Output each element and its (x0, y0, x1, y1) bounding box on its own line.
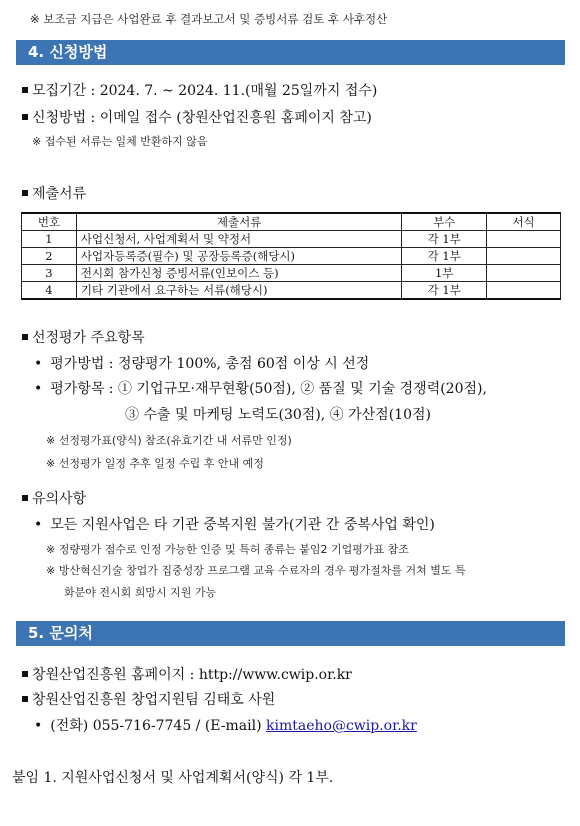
eval-note-2: ※ 선정평가 일정 추후 일정 수립 후 안내 예정 (46, 457, 264, 470)
table-header-row (22, 213, 561, 231)
caution-heading (22, 488, 86, 508)
row-number: 2 (22, 248, 77, 265)
caution-note-2-cont: 화분야 전시회 희망시 지원 가능 (64, 586, 217, 599)
docs-heading (22, 183, 86, 203)
contact-phone-text: (전화) 055-716-7745 / (E-mail) (50, 718, 266, 734)
top-note: ※ 보조금 지급은 사업완료 후 결과보고서 및 증빙서류 검토 후 사후정산 (30, 12, 388, 26)
square-bullet-icon (22, 114, 28, 120)
square-bullet-icon (22, 495, 28, 501)
row-document: 사업자등록증(필수) 및 공장등록증(해당시) (76, 248, 401, 265)
attachment-line: 붙임 1. 지원사업신청서 및 사업계획서(양식) 각 1부. (12, 770, 334, 786)
eval-items-line1: 평가항목 : ① 기업규모·재무현황(50점), ② 품질 및 기술 경쟁력(20점), (50, 381, 487, 397)
eval-heading (22, 327, 145, 347)
table-row (22, 282, 561, 300)
square-bullet-icon (22, 696, 28, 702)
col-header-form: 서식 (487, 213, 561, 231)
eval-method (34, 353, 369, 373)
docs-heading-text: 제출서류 (32, 186, 87, 202)
bullet-dot-icon: • (34, 381, 43, 397)
table-row (22, 265, 561, 282)
section-4-header: 4. 신청방법 (16, 40, 565, 65)
row-number: 4 (22, 282, 77, 300)
row-copies: 각 1부 (402, 248, 487, 265)
row-form (487, 248, 561, 265)
caution-note-1: ※ 정량평가 점수로 인정 가능한 인증 및 특허 종류는 붙임2 기업평가표 참조 (46, 543, 409, 556)
contact-homepage (22, 664, 352, 684)
caution-item (34, 514, 435, 534)
row-document: 기타 기관에서 요구하는 서류(해당시) (76, 282, 401, 300)
recruit-period (22, 80, 377, 100)
row-copies: 1부 (402, 265, 487, 282)
contact-team-text: 창원산업진흥원 창업지원팀 김태호 사원 (32, 692, 276, 708)
eval-heading-text: 선정평가 주요항목 (32, 330, 145, 346)
row-copies: 각 1부 (402, 282, 487, 300)
square-bullet-icon (22, 334, 28, 340)
eval-note-1: ※ 선정평가표(양식) 참조(유효기간 내 서류만 인정) (46, 434, 292, 447)
row-form (487, 265, 561, 282)
row-copies: 각 1부 (402, 231, 487, 248)
col-header-copies: 부수 (402, 213, 487, 231)
caution-item-text: 모든 지원사업은 타 기관 중복지원 불가(기관 간 중복사업 확인) (50, 517, 435, 533)
row-document: 전시회 참가신청 증빙서류(인보이스 등) (76, 265, 401, 282)
col-header-document: 제출서류 (76, 213, 401, 231)
table-row (22, 248, 561, 265)
eval-items-line2: ③ 수출 및 마케팅 노력도(30점), ④ 가산점(10점) (125, 407, 431, 423)
square-bullet-icon (22, 671, 28, 677)
col-header-number: 번호 (22, 213, 77, 231)
bullet-dot-icon: • (34, 718, 43, 734)
email-link[interactable]: kimtaeho@cwip.or.kr (266, 718, 417, 734)
bullet-dot-icon: • (34, 517, 43, 533)
eval-method-text: 평가방법 : 정량평가 100%, 총점 60점 이상 시 선정 (50, 356, 370, 372)
square-bullet-icon (22, 87, 28, 93)
eval-items (34, 378, 487, 398)
row-document: 사업신청서, 사업계획서 및 약정서 (76, 231, 401, 248)
table-row (22, 231, 561, 248)
row-form (487, 282, 561, 300)
apply-method-text: 신청방법 : 이메일 접수 (창원산업진흥원 홈페이지 참고) (32, 110, 372, 126)
square-bullet-icon (22, 190, 28, 196)
row-number: 1 (22, 231, 77, 248)
bullet-dot-icon: • (34, 356, 43, 372)
section-5-header: 5. 문의처 (16, 621, 565, 646)
apply-note: ※ 접수된 서류는 일체 반환하지 않음 (32, 135, 208, 148)
caution-note-2: ※ 방산혁신기술 창업가 집중성장 프로그램 교육 수료자의 경우 평가절차를 거쳐 별도 특 (46, 564, 466, 577)
caution-heading-text: 유의사항 (32, 491, 87, 507)
contact-phone-email (34, 715, 417, 735)
recruit-period-text: 모집기간 : 2024. 7. ~ 2024. 11.(매월 25일까지 접수) (32, 83, 378, 99)
submission-docs-table (21, 212, 561, 300)
apply-method (22, 107, 372, 127)
contact-homepage-text: 창원산업진흥원 홈페이지 : http://www.cwip.or.kr (32, 667, 352, 683)
row-number: 3 (22, 265, 77, 282)
contact-team (22, 689, 275, 709)
row-form (487, 231, 561, 248)
